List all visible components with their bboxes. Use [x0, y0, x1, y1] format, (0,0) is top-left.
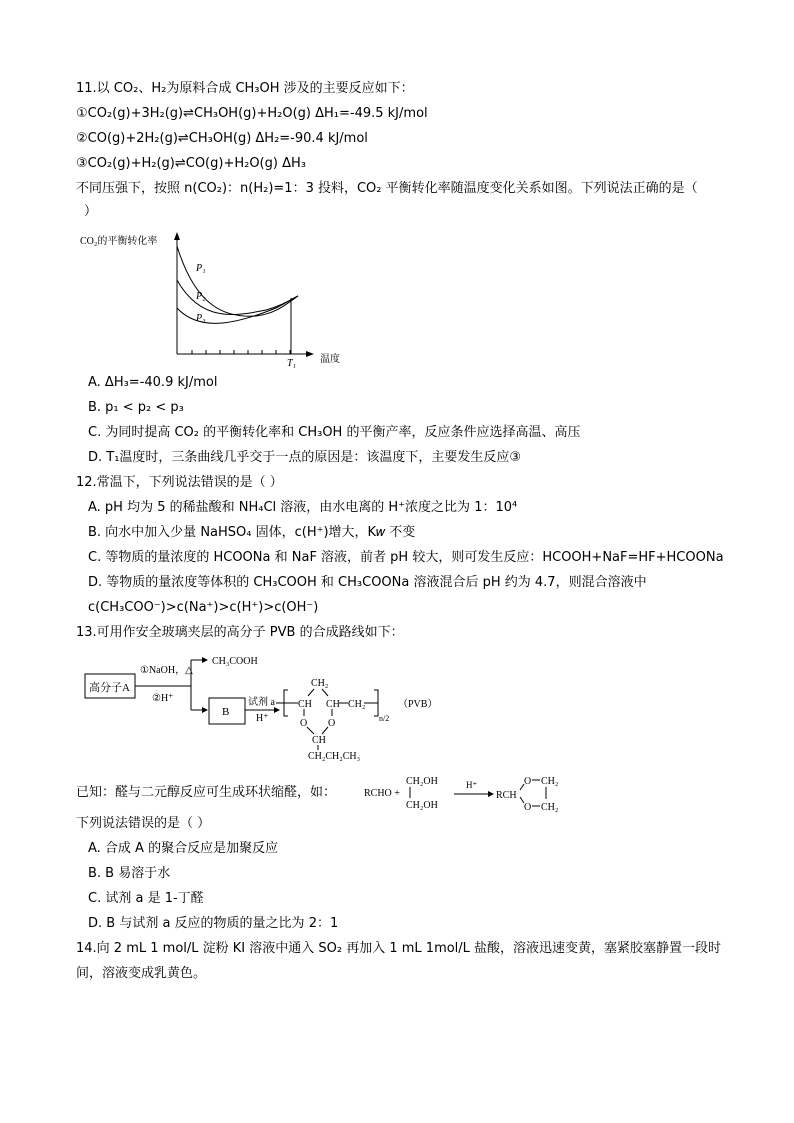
known-rch: RCH [496, 790, 517, 801]
q11-condition: 不同压强下，按照 n(CO₂)：n(H₂)=1：3 投料，CO₂ 平衡转化率随温度变化关系如图。下列说法正确的是（ [76, 181, 698, 196]
pvb-label: （PVB） [398, 699, 438, 710]
q12-option-a: A. pH 均为 5 的稀盐酸和 NH₄Cl 溶液，由水电离的 H⁺浓度之比为 1：10⁴ [88, 500, 518, 515]
pvb-synthesis-scheme [76, 648, 466, 763]
q11-option-d: D. T₁温度时，三条曲线几乎交于一点的原因是：该温度下，主要发生反应③ [88, 450, 522, 465]
label-p2: P₂ [196, 291, 206, 302]
graph-xlabel: 温度 [320, 354, 340, 365]
known-rcho: RCHO + [364, 788, 400, 799]
bond-1 [308, 689, 314, 696]
pvb-ch2-top: CH₂ [311, 678, 329, 689]
q11-conversion-graph [76, 228, 366, 373]
known-ch2oh-bottom: CH₂OH [406, 800, 438, 811]
x-axis-arrow [306, 351, 314, 357]
pvb-ch-right: CH [326, 699, 340, 710]
q11-reaction-1: ①CO₂(g)+3H₂(g)⇌CH₃OH(g)+H₂O(g) ΔH₁=-49.5 kJ/mol [76, 106, 428, 121]
q12-option-d: D. 等物质的量浓度等体积的 CH₃COOH 和 CH₃COONa 溶液混合后 pH 约为 4.7，则混合溶液中 [88, 575, 647, 590]
pvb-ch-left: CH [298, 699, 312, 710]
pvb-subscript: n/2 [379, 714, 390, 723]
q13-option-a: A. 合成 A 的聚合反应是加聚反应 [88, 841, 279, 856]
q11-option-a: A. ΔH₃=-40.9 kJ/mol [88, 375, 218, 390]
q11-option-c: C. 为同时提高 CO₂ 的平衡转化率和 CH₃OH 的平衡产率，反应条件应选择高温、高压 [88, 425, 581, 440]
step1-reagent: ①NaOH，△ [140, 665, 193, 676]
step1-acid: ②H⁺ [152, 693, 174, 704]
bond-6 [322, 727, 328, 734]
q13-option-d: D. B 与试剂 a 反应的物质的量之比为 2：1 [88, 916, 339, 931]
known-ch2-bottom: CH₂ [541, 802, 559, 813]
q13-stem: 13.可用作安全玻璃夹层的高分子 PVB 的合成路线如下： [76, 625, 404, 640]
pvb-o-right: O [328, 718, 336, 729]
q12-option-c: C. 等物质的量浓度的 HCOONa 和 NaF 溶液，前者 pH 较大，则可发生反应：HCOOH+NaF=HF+HCOONa [88, 550, 724, 565]
bond-5 [307, 727, 314, 734]
q13-known-label: 已知：醛与二元醇反应可生成环状缩醛，如： [76, 785, 337, 800]
q11-condition-paren: ） [84, 204, 98, 219]
q14-line-1: 14.向 2 mL 1 mol/L 淀粉 KI 溶液中通入 SO₂ 再加入 1 mL 1mol/L 盐酸，溶液迅速变黄，塞紧胶塞静置一段时 [76, 941, 722, 956]
known-ch2oh-top: CH₂OH [406, 776, 438, 787]
pvb-side-chain: CH₂CH₂CH₃ [308, 751, 361, 762]
pvb-ch2-chain: CH₂ [348, 699, 366, 710]
pvb-ch-bottom: CH [312, 735, 326, 746]
box-b-label: B [222, 706, 230, 718]
q13-option-b: B. B 易溶于水 [88, 866, 171, 881]
q11-reaction-2: ②CO(g)+2H₂(g)⇌CH₃OH(g) ΔH₂=-90.4 kJ/mol [76, 131, 368, 146]
upper-arrow-head [202, 657, 208, 663]
label-p3: P₃ [196, 313, 206, 324]
q11-stem: 11.以 CO₂、H₂为原料合成 CH₃OH 涉及的主要反应如下： [76, 81, 414, 96]
q11-reaction-3: ③CO₂(g)+H₂(g)⇌CO(g)+H₂O(g) ΔH₃ [76, 156, 306, 171]
step2-acid: H⁺ [256, 713, 269, 724]
acetal-example-scheme [360, 770, 580, 814]
bond-2 [322, 689, 328, 696]
box-a-label: 高分子A [89, 682, 130, 694]
q11-option-b: B. p₁ < p₂ < p₃ [88, 400, 184, 415]
q13-ask: 下列说法错误的是（ ） [76, 816, 211, 831]
x-axis-ticks [192, 350, 290, 354]
q13-option-c: C. 试剂 a 是 1-丁醛 [88, 891, 204, 906]
known-arrow-head [488, 791, 494, 797]
label-t1: T₁ [287, 358, 297, 369]
q12-stem: 12.常温下，下列说法错误的是（ ） [76, 475, 283, 490]
known-o-top: O [524, 776, 532, 787]
q12-option-b: B. 向水中加入少量 NaHSO₄ 固体，c(H⁺)增大，K𝑤 不变 [88, 525, 416, 540]
known-acid: H⁺ [466, 780, 478, 790]
graph-ylabel: CO₂的平衡转化率 [80, 236, 158, 247]
pvb-o-left: O [300, 718, 308, 729]
step2-reagent: 试剂 a [248, 697, 275, 708]
product-acetic-acid: CH₃COOH [212, 656, 258, 667]
q14-line-2: 间，溶液变成乳黄色。 [76, 966, 207, 981]
y-axis-arrow [174, 232, 180, 240]
lower-arrow-head [202, 707, 208, 713]
label-p1: P₁ [196, 263, 206, 274]
q12-option-d-cont: c(CH₃COO⁻)>c(Na⁺)>c(H⁺)>c(OH⁻) [88, 600, 319, 615]
known-ch2-top: CH₂ [541, 776, 559, 787]
known-o-bottom: O [524, 802, 532, 813]
